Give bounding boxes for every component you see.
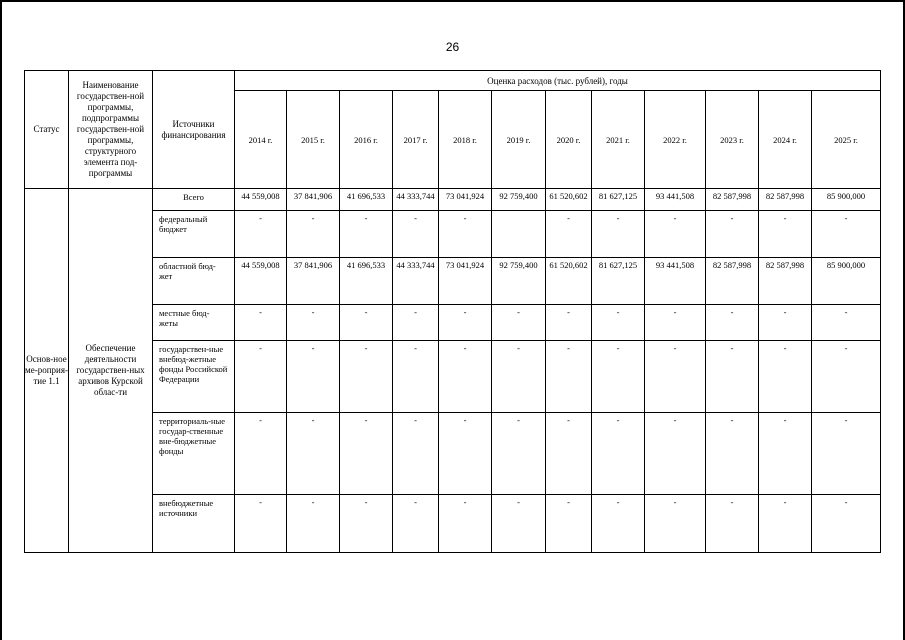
year-header: 2021 г.	[592, 91, 645, 189]
value-cell: -	[706, 495, 759, 553]
value-cell: 82 587,998	[759, 258, 812, 305]
value-cell: -	[439, 413, 492, 495]
value-cell: -	[706, 341, 759, 413]
year-header: 2018 г.	[439, 91, 492, 189]
value-cell: -	[393, 305, 439, 341]
table-row	[25, 305, 881, 341]
value-cell: -	[645, 305, 706, 341]
value-cell: -	[592, 211, 645, 258]
value-cell: 61 520,602	[546, 189, 592, 211]
value-cell: 93 441,508	[645, 189, 706, 211]
value-cell: -	[439, 341, 492, 413]
value-cell: -	[393, 413, 439, 495]
year-header: 2022 г.	[645, 91, 706, 189]
value-cell: -	[546, 211, 592, 258]
source-cell: областной бюд-жет	[153, 258, 235, 305]
value-cell	[492, 211, 546, 258]
value-cell: -	[812, 305, 881, 341]
status-header: Статус	[25, 71, 69, 189]
year-header: 2019 г.	[492, 91, 546, 189]
table-row	[25, 495, 881, 553]
value-cell: -	[759, 495, 812, 553]
year-header: 2017 г.	[393, 91, 439, 189]
year-header: 2024 г.	[759, 91, 812, 189]
value-cell: -	[235, 211, 287, 258]
value-cell: -	[759, 211, 812, 258]
value-cell: -	[287, 495, 340, 553]
value-cell: -	[812, 211, 881, 258]
value-cell: -	[706, 211, 759, 258]
value-cell: 92 759,400	[492, 189, 546, 211]
year-header: 2020 г.	[546, 91, 592, 189]
value-cell: -	[287, 305, 340, 341]
value-cell: 82 587,998	[759, 189, 812, 211]
year-header: 2025 г.	[812, 91, 881, 189]
value-cell: -	[287, 413, 340, 495]
year-header: 2016 г.	[340, 91, 393, 189]
value-cell: -	[235, 495, 287, 553]
value-cell: -	[546, 341, 592, 413]
value-cell: 44 333,744	[393, 189, 439, 211]
year-header: 2015 г.	[287, 91, 340, 189]
sources-header: Источники финансирования	[153, 71, 235, 189]
value-cell: -	[340, 305, 393, 341]
year-header: 2014 г.	[235, 91, 287, 189]
value-cell: -	[812, 413, 881, 495]
value-cell: -	[439, 211, 492, 258]
value-cell: 44 559,008	[235, 189, 287, 211]
page-number: 26	[445, 40, 460, 54]
value-cell: -	[812, 495, 881, 553]
value-cell: -	[546, 495, 592, 553]
value-cell: -	[439, 305, 492, 341]
value-cell: -	[235, 341, 287, 413]
page-top-border	[0, 0, 905, 2]
value-cell: -	[287, 211, 340, 258]
value-cell: -	[340, 211, 393, 258]
source-cell: местные бюд-жеты	[153, 305, 235, 341]
source-cell: Всего	[153, 189, 235, 211]
expenditure-table	[24, 70, 881, 553]
value-cell: 44 559,008	[235, 258, 287, 305]
value-cell: 85 900,000	[812, 189, 881, 211]
source-cell: государствен-ные внебюд-жетные фонды Российской Федерации	[153, 341, 235, 413]
value-cell: -	[439, 495, 492, 553]
value-cell: -	[235, 305, 287, 341]
value-cell: -	[592, 341, 645, 413]
value-cell: -	[645, 211, 706, 258]
value-cell: -	[546, 413, 592, 495]
value-cell: 82 587,998	[706, 189, 759, 211]
value-cell: 37 841,906	[287, 189, 340, 211]
table-row	[25, 413, 881, 495]
value-cell: -	[592, 305, 645, 341]
value-cell: 37 841,906	[287, 258, 340, 305]
year-header: 2023 г.	[706, 91, 759, 189]
estimate-header: Оценка расходов (тыс. рублей), годы	[235, 71, 881, 91]
value-cell: 44 333,744	[393, 258, 439, 305]
value-cell: -	[235, 413, 287, 495]
table-row	[25, 211, 881, 258]
value-cell: -	[759, 305, 812, 341]
value-cell: -	[645, 495, 706, 553]
value-cell: -	[759, 341, 812, 413]
value-cell: -	[492, 413, 546, 495]
value-cell: -	[340, 495, 393, 553]
value-cell: -	[393, 495, 439, 553]
source-cell: федеральный бюджет	[153, 211, 235, 258]
value-cell: 61 520,602	[546, 258, 592, 305]
value-cell: 92 759,400	[492, 258, 546, 305]
value-cell: -	[393, 341, 439, 413]
value-cell: -	[706, 413, 759, 495]
table-row	[25, 189, 881, 211]
value-cell: 93 441,508	[645, 258, 706, 305]
value-cell: -	[492, 495, 546, 553]
value-cell: 81 627,125	[592, 258, 645, 305]
source-cell: территориаль-ные государ-ственные вне-бюджетные фонды	[153, 413, 235, 495]
value-cell: 82 587,998	[706, 258, 759, 305]
value-cell: -	[340, 341, 393, 413]
source-cell: внебюджетные источники	[153, 495, 235, 553]
table-row	[25, 341, 881, 413]
value-cell: -	[492, 305, 546, 341]
value-cell: 85 900,000	[812, 258, 881, 305]
value-cell: 41 696,533	[340, 258, 393, 305]
value-cell: -	[759, 413, 812, 495]
value-cell: -	[492, 341, 546, 413]
value-cell: 81 627,125	[592, 189, 645, 211]
table-body	[25, 71, 881, 553]
value-cell: -	[340, 413, 393, 495]
value-cell: -	[706, 305, 759, 341]
value-cell: -	[812, 341, 881, 413]
value-cell: 73 041,924	[439, 258, 492, 305]
status-cell: Основ-ное ме-роприя-тие 1.1	[25, 189, 69, 553]
value-cell: -	[592, 413, 645, 495]
header-row	[25, 71, 881, 91]
value-cell: -	[287, 341, 340, 413]
value-cell: -	[592, 495, 645, 553]
name-header: Наименование государствен-ной программы, подпрограммы государствен-ной программы, структурного элемента под-программы	[69, 71, 153, 189]
value-cell: -	[393, 211, 439, 258]
value-cell: 41 696,533	[340, 189, 393, 211]
program-name-cell: Обеспечение деятельности государствен-ных архивов Курской облас-ти	[69, 189, 153, 553]
value-cell: -	[546, 305, 592, 341]
value-cell: -	[645, 413, 706, 495]
table-row	[25, 258, 881, 305]
page-left-border	[0, 0, 2, 640]
value-cell: 73 041,924	[439, 189, 492, 211]
value-cell: -	[645, 341, 706, 413]
